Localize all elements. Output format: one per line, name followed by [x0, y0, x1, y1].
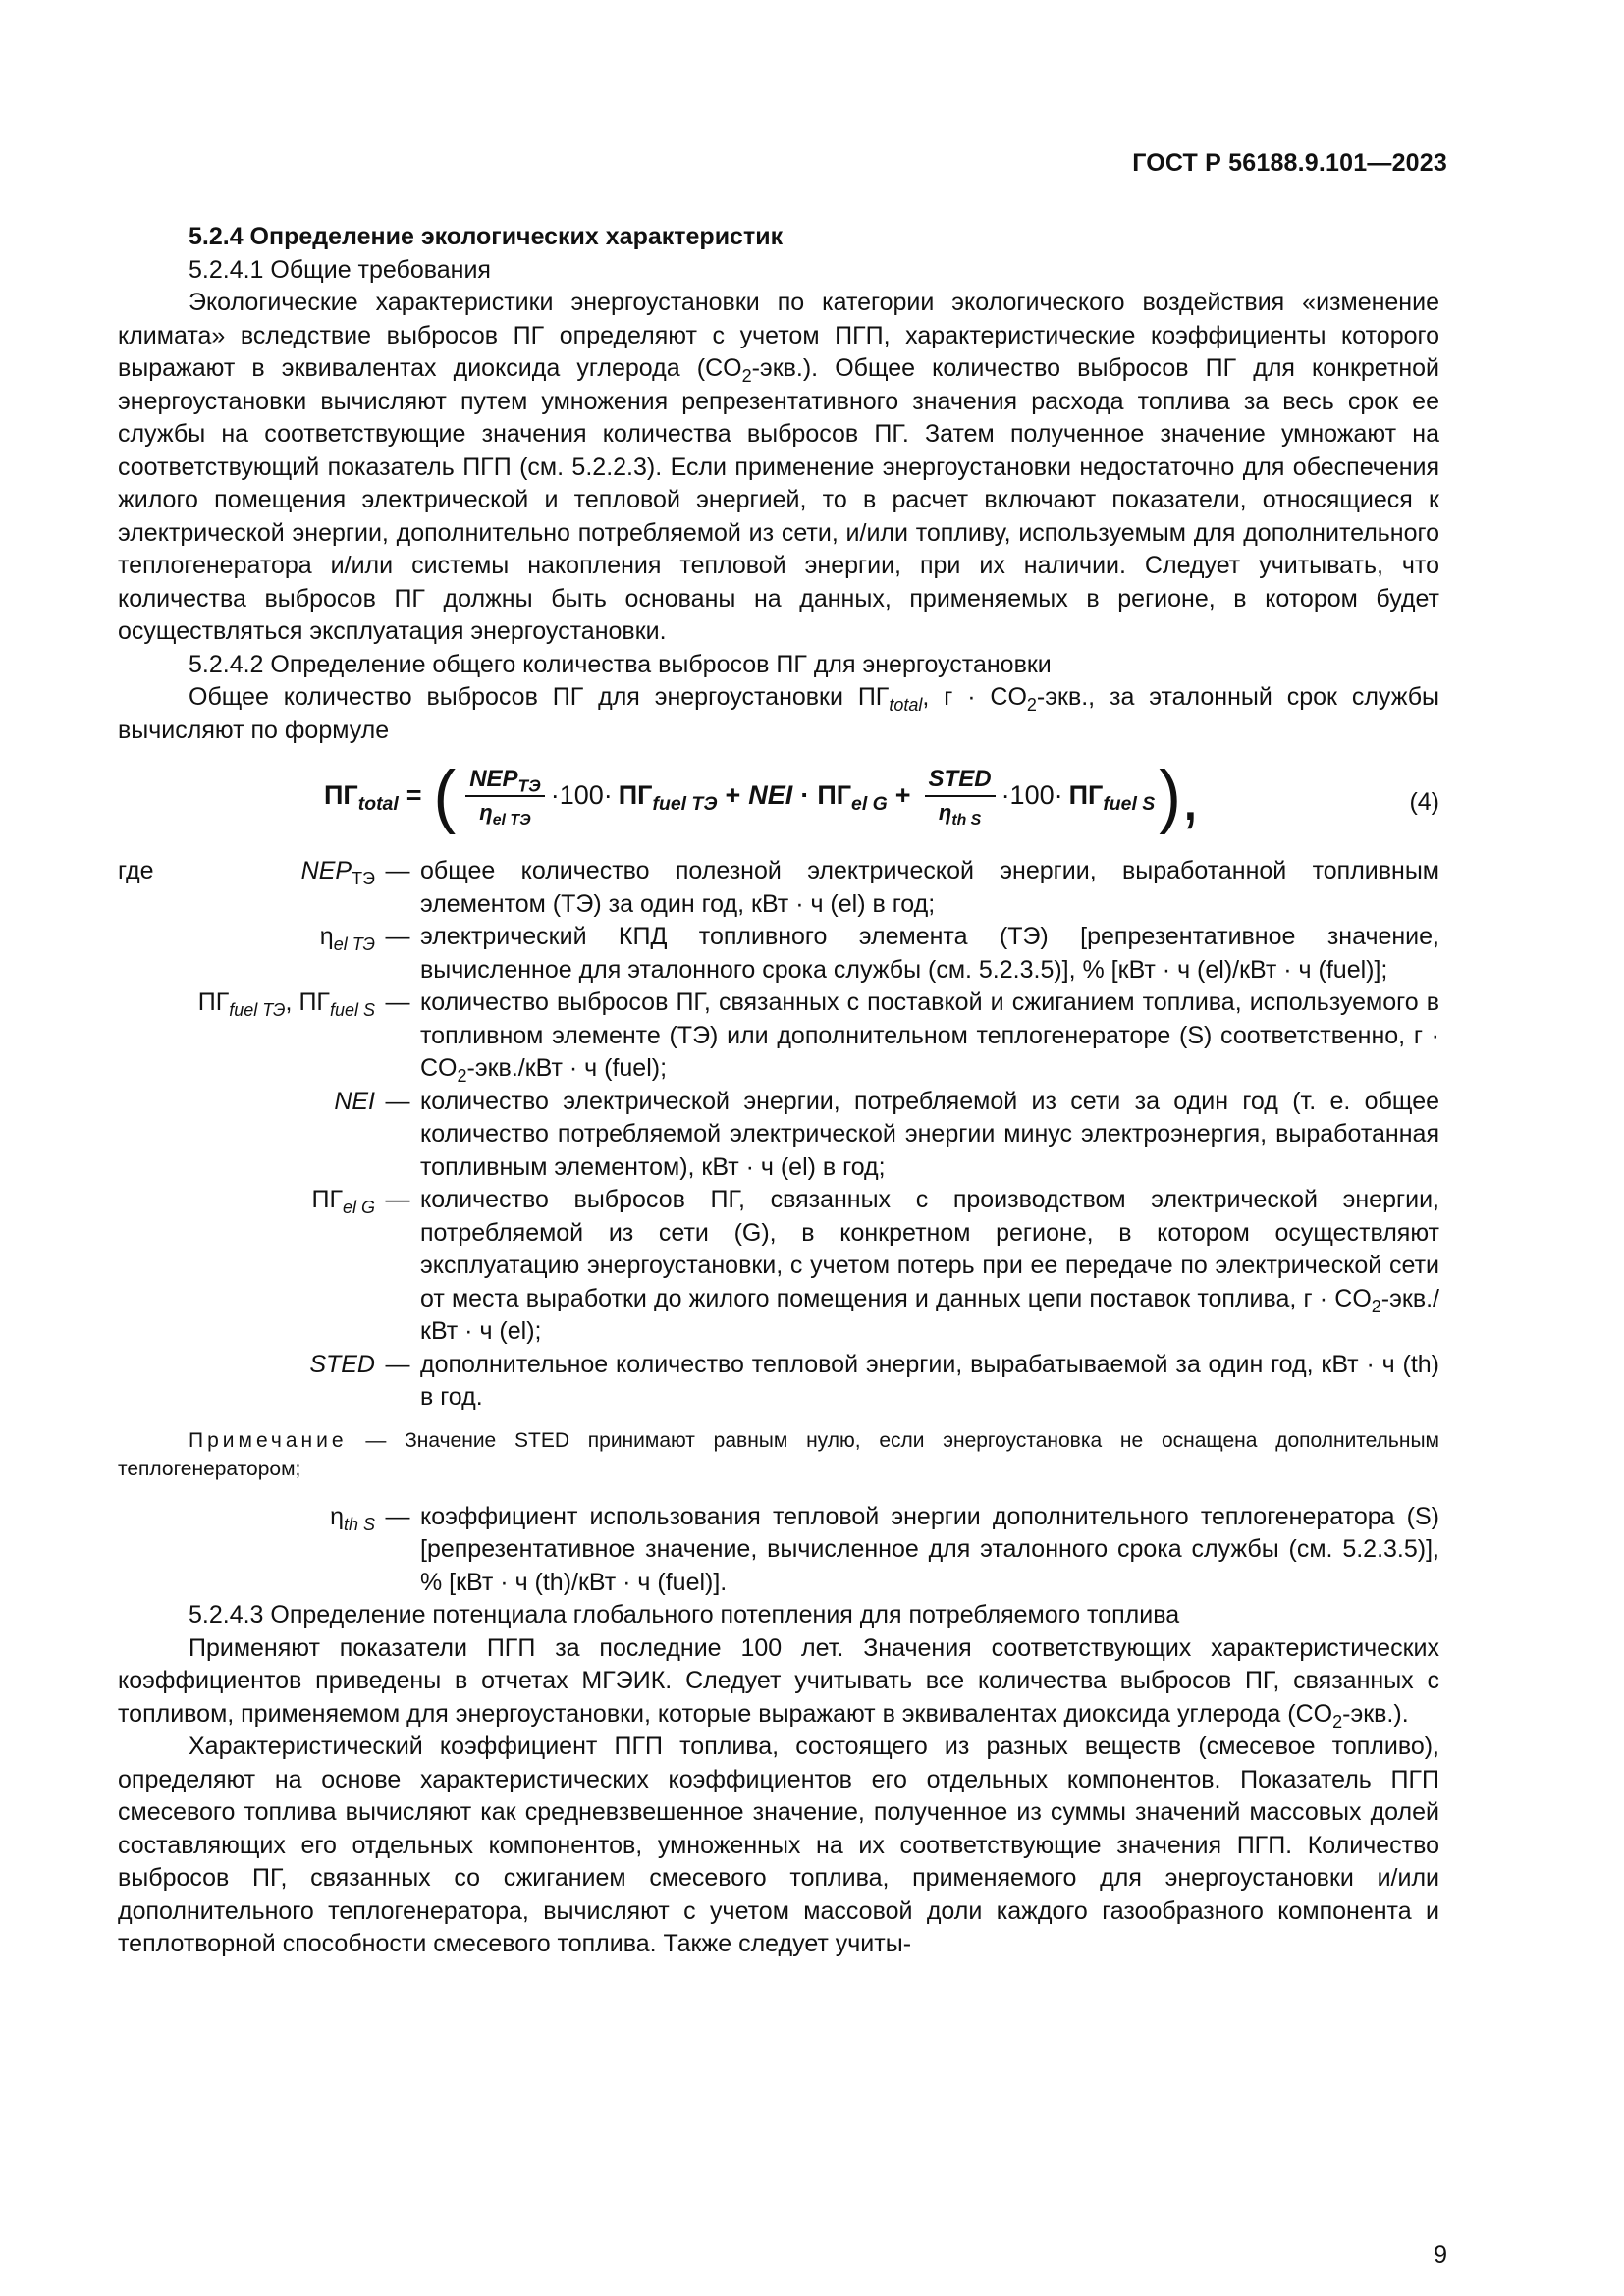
- formula-definitions: [118, 855, 1439, 1415]
- formula-number: (4): [1409, 788, 1439, 816]
- formula-4: [118, 757, 1439, 851]
- page-number: 9: [1434, 2241, 1447, 2269]
- fraction-nep-eta: $\frac{NEP_{ТЭ}}{\eta_{el ТЭ}}$: [465, 766, 545, 827]
- section-heading-5-2-4: 5.2.4 Определение экологических характеристик: [189, 223, 784, 250]
- subsection-heading-5-2-4-1: 5.2.4.1 Общие требования: [189, 255, 491, 284]
- paragraph-formula-intro: Общее количество выбросов ПГ для энергоустановки $ПГ_{total}$, $г \cdot CO_2$-экв., за эталонный срок службы вычисляют по формуле: [118, 683, 1439, 744]
- paragraph-gwp-100: Применяют показатели ПГП за последние 100 лет. Значения соответствующих характеристических коэффициентов приведены в отчетах МГЭИК. Следует учитывать все количества выбросов ПГ, связанных с топливом, применяемом для энергоустановки, которые выражают в эквивалентах диоксида углерода $(CO_2-экв.)$.: [118, 1633, 1439, 1732]
- subsection-heading-5-2-4-2: 5.2.4.2 Определение общего количества выбросов ПГ для энергоустановки: [189, 650, 1052, 678]
- subsection-heading-5-2-4-3: 5.2.4.3 Определение потенциала глобального потепления для потребляемого топлива: [189, 1601, 1180, 1629]
- definition-eta-el: $\eta_{el ТЭ}$ — электрический КПД топливного элемента (ТЭ) [репрезентативное значение, вычисленное для эталонного срока службы (см. 5.2.3.5)], % [кВт · ч (el)/кВт · ч (fuel)];: [319, 923, 1439, 984]
- definition-eta-th: $\eta_{th S}$ — коэффициент использования тепловой энергии дополнительного теплогенератора (S) [репрезентативное значение, вычисленное для эталонного срока службы (см. 5.2.3.5)], % [кВт · ч (th)/кВт · ч (fuel)].: [330, 1502, 1439, 1596]
- definition-nei: NEI — количество электрической энергии, потребляемой из сети за один год (т. е. общее количество потребляемой электрической энергии минус электроэнергия, выработанная топливным элементом), кВт · ч (el) в год;: [334, 1087, 1439, 1181]
- paragraph-mixed-fuel: Характеристический коэффициент ПГП топлива, состоящего из разных веществ (смесевое топливо), определяют на основе характеристических коэффициентов его отдельных компонентов. Показатель ПГП смесевого топлива вычисляют как средневзвешенное значение, полученное из суммы значений массовых долей составляющих его отдельных компонентов, умноженных на их соответствующие значения ПГП. Количество выбросов ПГ, связанных со сжиганием смесевого топлива, применяемого для энергоустановки и/или дополнительного теплогенератора, вычисляют с учетом массовой доли каждого газообразного компонента и теплотворной способности смесевого топлива. Также следует учиты-: [118, 1733, 1439, 1957]
- definition-nep: где $NEP_{ТЭ}$ — общее количество полезной электрической энергии, выработанной топливным элементом (ТЭ) за один год, кВт · ч (el) в год;: [118, 857, 1439, 918]
- paragraph-general-requirements: Экологические характеристики энергоустановки по категории экологического воздействия «изменение климата» вследствие выбросов ПГ определяют с учетом ПГП, характеристические коэффициенты которого выражают в эквивалентах диоксида углерода $(CO_2-экв.)$. Общее количество выбросов ПГ для конкретной энергоустановки вычисляют путем умножения репрезентативного значения расхода топлива за весь срок ее службы на соответствующие значения количества выбросов ПГ. Затем полученное значение умножают на соответствующий показатель ПГП (см. 5.2.2.3). Если применение энергоустановки недостаточно для обеспечения жилого помещения электрической и тепловой энергией, то в расчет включают показатели, относящиеся к электрической энергии, дополнительно потребляемой из сети, и/или топливу, используемым для дополнительного теплогенератора и/или системы накопления тепловой энергии, при их наличии. Следует учитывать, что количества выбросов ПГ должны быть основаны на данных, применяемых в регионе, в котором будет осуществляться эксплуатация энергоустановки.: [118, 289, 1440, 645]
- page-content: [118, 221, 1439, 1961]
- fraction-sted-eta: $\frac{\text{STED}}{\eta_{th S}}$: [925, 766, 996, 827]
- formula-definitions-continued: [118, 1501, 1439, 1600]
- note-sted: Примечание — Значение STED принимают равным нулю, если энергоустановка не оснащена дополнительным теплогенератором;: [118, 1428, 1439, 1480]
- formula-expression: $ПГ_{total}$ = ( $\frac{NEP_{ТЭ}}{\eta_{el ТЭ}}$ ·100· $ПГ_{fuel ТЭ}$ + NEI · $ПГ_{el G}$ + $\frac{\text{STED}}{\eta_{th S}}$ ·100· $ПГ_{fuel S}$ ),: [324, 757, 1200, 835]
- definition-pg-el-g: $ПГ_{el G}$ — количество выбросов ПГ, связанных с производством электрической энергии, потребляемой из сети (G), в конкретном регионе, в котором осуществляют эксплуатацию энергоустановки, с учетом потерь при ее передаче по электрической сети от места выработки до жилого помещения и данных цепи поставок топлива, $г \cdot CO_2-экв$./кВт · ч (el);: [311, 1186, 1439, 1345]
- definition-sted: STED — дополнительное количество тепловой энергии, вырабатываемой за один год, кВт · ч (th) в год.: [309, 1350, 1439, 1411]
- definition-pg-fuel: $ПГ_{fuel ТЭ}$, $ПГ_{fuel S}$ — количество выбросов ПГ, связанных с поставкой и сжиганием топлива, используемого в топливном элементе (ТЭ) или дополнительном теплогенераторе (S) соответственно, $г \cdot CO_2-экв$./кВт · ч (fuel);: [197, 988, 1439, 1086]
- document-id-header: ГОСТ Р 56188.9.101—2023: [1132, 149, 1447, 177]
